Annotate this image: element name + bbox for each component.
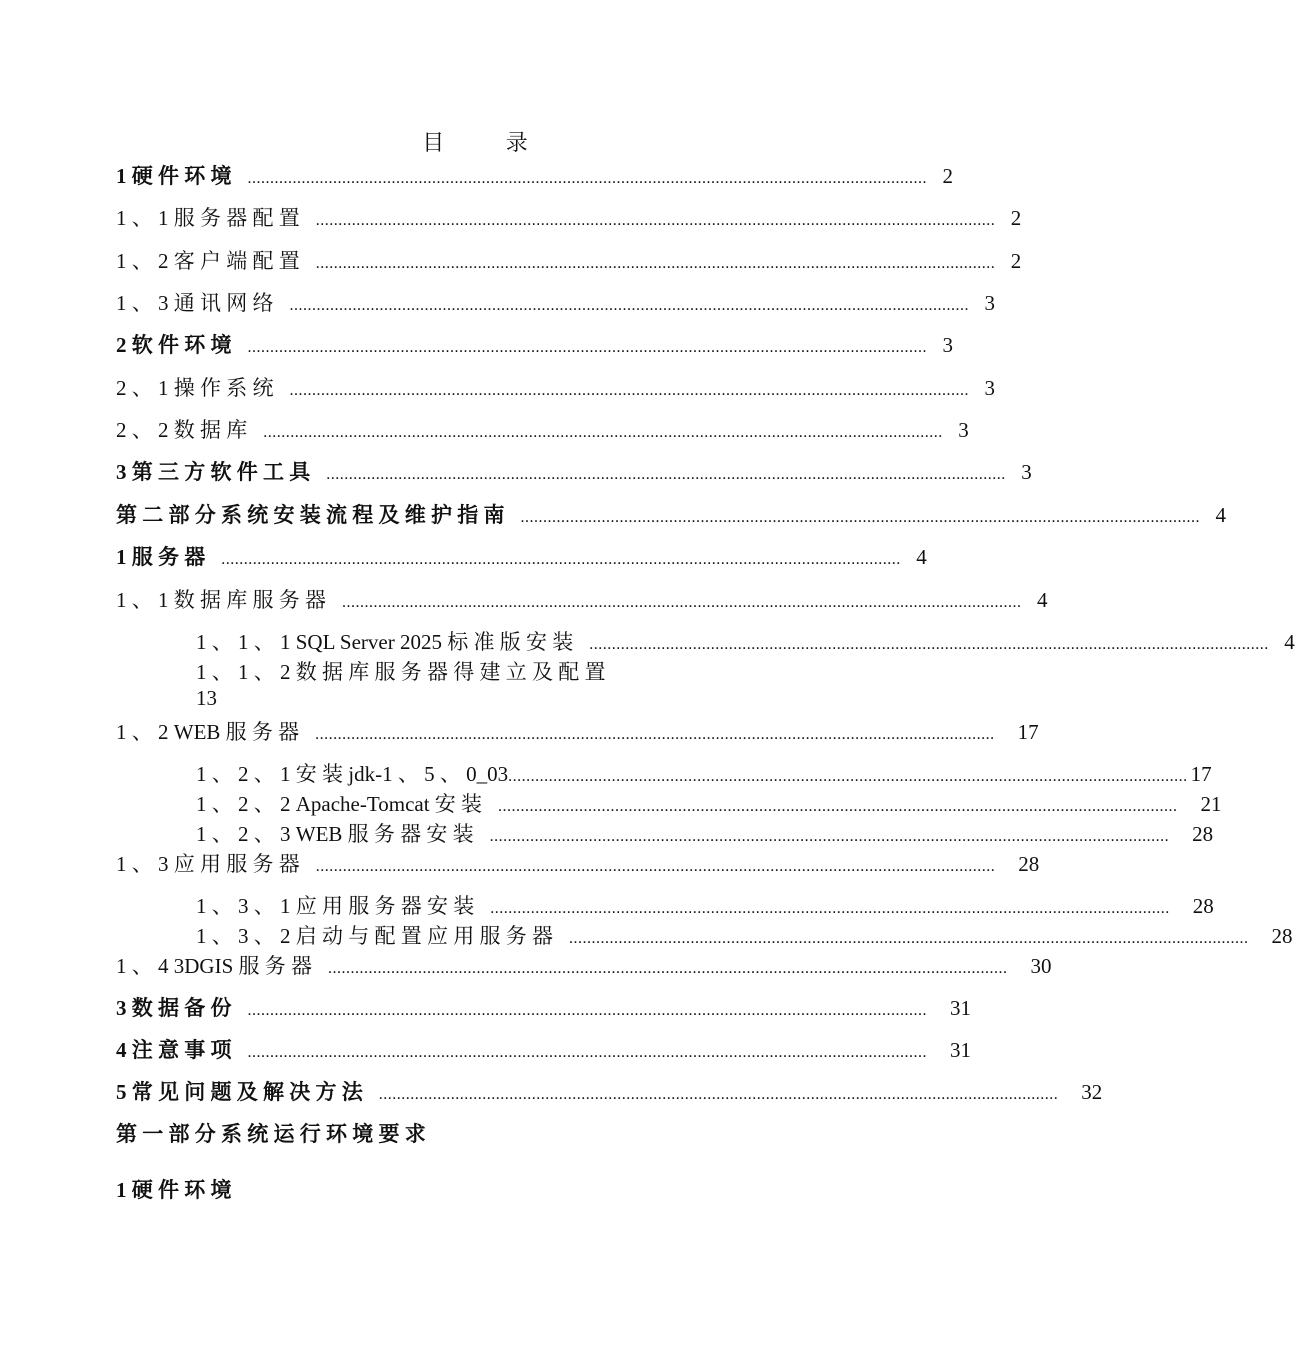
toc-entry-label: 1 、 3 应 用 服 务 器 bbox=[116, 852, 300, 876]
toc-entry[interactable] bbox=[116, 1076, 1103, 1106]
toc-leader: ....................................................................................................................................................... bbox=[289, 297, 969, 314]
toc-entry[interactable] bbox=[116, 848, 1040, 878]
toc-page-number: 3 bbox=[984, 291, 995, 315]
toc-entry-label: 1 服 务 器 bbox=[116, 545, 206, 569]
toc-entry-label: 2 、 2 数 据 库 bbox=[116, 418, 248, 442]
toc-page-number: 31 bbox=[950, 996, 971, 1020]
toc-entry-label[interactable]: 1 、 1 、 2 数 据 库 服 务 器 得 建 立 及 配 置 bbox=[196, 660, 606, 684]
toc-leader: ....................................................................................................................................................... bbox=[520, 509, 1200, 526]
toc-page-number: 4 bbox=[1215, 503, 1226, 527]
toc-entry-label: 5 常 见 问 题 及 解 决 方 法 bbox=[116, 1080, 363, 1104]
toc-entry[interactable] bbox=[196, 788, 1222, 818]
toc-entry-label: 3 第 三 方 软 件 工 具 bbox=[116, 460, 311, 484]
toc-page-number: 2 bbox=[1010, 206, 1022, 230]
toc-entry[interactable] bbox=[196, 818, 1214, 848]
toc-page-number: 17 bbox=[1190, 762, 1212, 786]
toc-entry-label: 1 、 1 数 据 库 服 务 器 bbox=[116, 588, 326, 612]
toc-entry-label: 1 、 2 客 户 端 配 置 bbox=[116, 249, 300, 273]
toc-page-number: 13 bbox=[196, 686, 217, 710]
toc-leader: ....................................................................................................................................................... bbox=[498, 798, 1178, 815]
toc-entry[interactable] bbox=[116, 1034, 971, 1064]
toc-entry[interactable] bbox=[116, 499, 1226, 529]
toc-entry-label: 4 注 意 事 项 bbox=[116, 1038, 232, 1062]
toc-page-number: 3 bbox=[942, 333, 953, 357]
toc-entry[interactable] bbox=[116, 584, 1048, 614]
toc-leader: ....................................................................................................................................................... bbox=[247, 1002, 927, 1019]
toc-leader: ....................................................................................................................................................... bbox=[221, 551, 901, 568]
toc-entry-label: 3 数 据 备 份 bbox=[116, 996, 232, 1020]
toc-entry[interactable] bbox=[196, 758, 1212, 788]
toc-leader: ....................................................................................................................................................... bbox=[589, 636, 1269, 653]
toc-leader: ....................................................................................................................................................... bbox=[508, 768, 1188, 785]
toc-entry[interactable] bbox=[116, 245, 1022, 275]
toc-entry[interactable] bbox=[116, 287, 995, 317]
toc-page-number: 21 bbox=[1200, 792, 1222, 816]
toc-page-number: 4 bbox=[1284, 630, 1295, 654]
toc-leader: ....................................................................................................................................................... bbox=[247, 170, 927, 187]
toc-leader: ....................................................................................................................................................... bbox=[315, 726, 995, 743]
toc-entry-label: 1 、 1 、 1 SQL Server 2025 标 准 版 安 装 bbox=[196, 630, 574, 654]
toc-page-number: 2 bbox=[942, 164, 953, 188]
toc-page-number: 28 bbox=[1018, 852, 1040, 876]
toc-page-number: 3 bbox=[984, 376, 995, 400]
toc-entry-label: 1 、 3 、 1 应 用 服 务 器 安 装 bbox=[196, 894, 475, 918]
toc-leader: ....................................................................................................................................................... bbox=[569, 930, 1249, 947]
toc-page-number: 4 bbox=[1037, 588, 1048, 612]
toc-entry[interactable] bbox=[116, 160, 953, 190]
toc-leader: ....................................................................................................................................................... bbox=[315, 858, 996, 875]
toc-page-number: 32 bbox=[1081, 1080, 1103, 1104]
toc-entry-label: 1 、 3 通 讯 网 络 bbox=[116, 291, 274, 315]
toc-entry-label: 1 、 2 WEB 服 务 器 bbox=[116, 720, 300, 744]
toc-entry[interactable] bbox=[116, 414, 969, 444]
toc-entry-label: 1 、 2 、 3 WEB 服 务 器 安 装 bbox=[196, 822, 474, 846]
toc-page-number: 3 bbox=[1021, 460, 1032, 484]
part-heading: 第 一 部 分 系 统 运 行 环 境 要 求 bbox=[116, 1122, 426, 1146]
toc-leader: ....................................................................................................................................................... bbox=[289, 382, 969, 399]
toc-page-number: 4 bbox=[916, 545, 927, 569]
toc-entry-label: 2 软 件 环 境 bbox=[116, 333, 232, 357]
toc-entry[interactable] bbox=[116, 716, 1039, 746]
toc-entry-label: 第 二 部 分 系 统 安 装 流 程 及 维 护 指 南 bbox=[116, 503, 505, 527]
toc-entry[interactable] bbox=[196, 890, 1214, 920]
toc-page-number: 17 bbox=[1017, 720, 1039, 744]
toc-entry-label: 2 、 1 操 作 系 统 bbox=[116, 376, 274, 400]
toc-entry-label: 1 、 2 、 1 安 装 jdk-1 、 5 、 0_03 bbox=[196, 762, 509, 786]
toc-leader: ....................................................................................................................................................... bbox=[263, 424, 943, 441]
toc-leader: ....................................................................................................................................................... bbox=[378, 1086, 1059, 1103]
toc-leader: ....................................................................................................................................................... bbox=[247, 339, 927, 356]
toc-page-number: 28 bbox=[1271, 924, 1293, 948]
toc-entry[interactable] bbox=[116, 992, 971, 1022]
toc-leader: ....................................................................................................................................................... bbox=[490, 900, 1170, 917]
toc-leader: ....................................................................................................................................................... bbox=[326, 466, 1006, 483]
toc-entry[interactable] bbox=[116, 541, 927, 571]
toc-page-number: 3 bbox=[958, 418, 969, 442]
toc-entry[interactable] bbox=[196, 626, 1295, 656]
toc-leader: ....................................................................................................................................................... bbox=[489, 828, 1170, 845]
toc-page-number: 31 bbox=[950, 1038, 971, 1062]
toc-entry-label: 1 、 3 、 2 启 动 与 配 置 应 用 服 务 器 bbox=[196, 924, 553, 948]
toc-entry[interactable] bbox=[116, 456, 1032, 486]
toc-entry-label: 1 、 2 、 2 Apache-Tomcat 安 装 bbox=[196, 792, 483, 816]
toc-entry[interactable] bbox=[196, 920, 1293, 950]
toc-leader: ....................................................................................................................................................... bbox=[247, 1044, 927, 1061]
toc-entry[interactable] bbox=[116, 329, 953, 359]
toc-leader: ....................................................................................................................................................... bbox=[315, 212, 996, 229]
toc-leader: ....................................................................................................................................................... bbox=[315, 255, 996, 272]
toc-page-number: 2 bbox=[1010, 249, 1022, 273]
toc-page-number: 28 bbox=[1192, 822, 1214, 846]
toc-entry[interactable] bbox=[116, 202, 1022, 232]
toc-entry[interactable] bbox=[116, 372, 995, 402]
toc-leader: ....................................................................................................................................................... bbox=[342, 594, 1022, 611]
toc-entry-label: 1 、 4 3DGIS 服 务 器 bbox=[116, 954, 313, 978]
toc-entry-label: 1 硬 件 环 境 bbox=[116, 164, 232, 188]
page-title: 目 录 bbox=[422, 130, 556, 155]
toc-entry-label: 1 、 1 服 务 器 配 置 bbox=[116, 206, 300, 230]
toc-entry[interactable] bbox=[116, 950, 1052, 980]
section-heading: 1 硬 件 环 境 bbox=[116, 1178, 232, 1202]
toc-leader: ....................................................................................................................................................... bbox=[328, 960, 1008, 977]
toc-page-number: 28 bbox=[1192, 894, 1214, 918]
toc-page-number: 30 bbox=[1030, 954, 1052, 978]
